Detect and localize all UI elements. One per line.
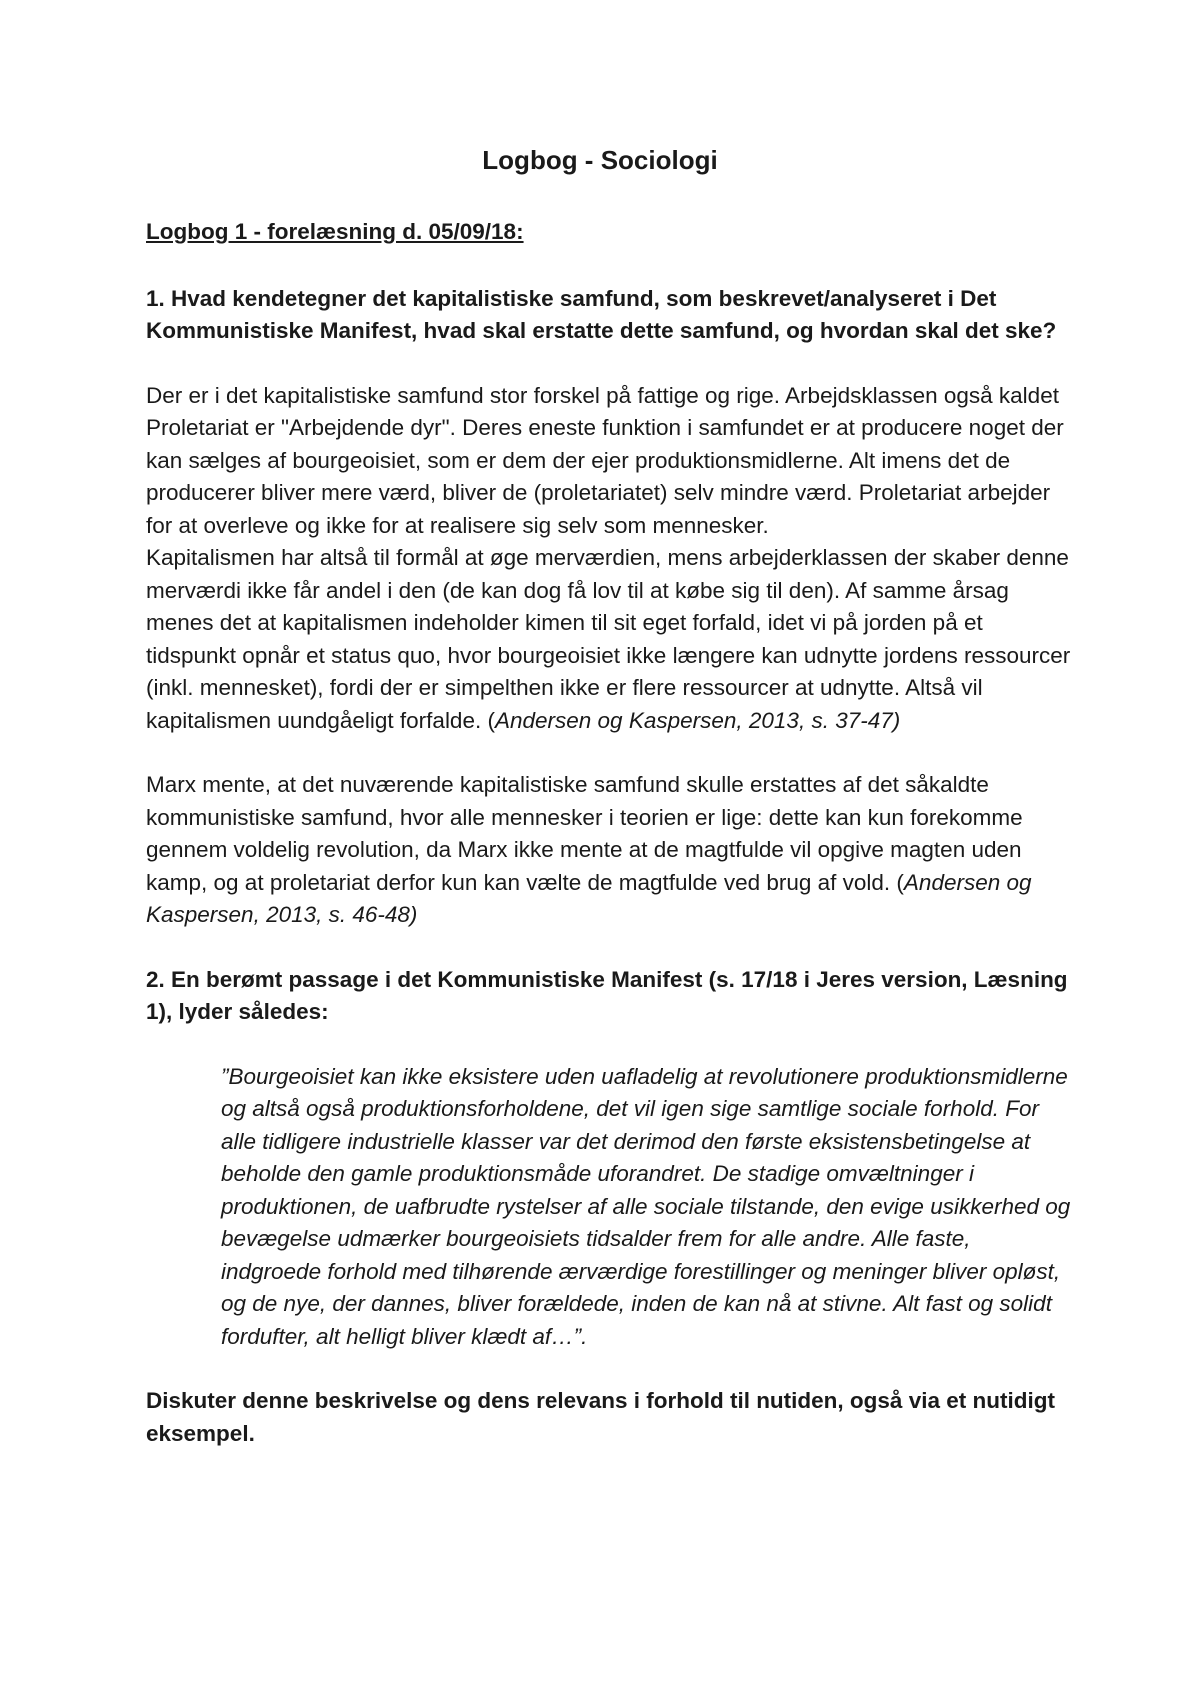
document-title: Logbog - Sociologi xyxy=(482,145,718,175)
answer-1-paragraph-1: Der er i det kapitalistiske samfund stor forskel på fattige og rige. Arbejdsklassen også kaldet Proletariat er "Arbejdende dyr". Deres eneste funktion i samfundet er at producere noget der kan sælges af bourgeoisiet, som er dem der ejer produktionsmidlerne. Alt imens det de producerer bliver mere værd, bliver de (proletariatet) selv mindre værd. Proletariat arbejder for at overleve og ikke for at realisere sig selv som mennesker. xyxy=(146,382,1064,538)
spacer xyxy=(146,737,1076,769)
spacer xyxy=(146,932,1076,964)
answer-1-paragraph-3-citation: Andersen og Kaspersen, 2013, s. 46-48) xyxy=(146,869,1032,927)
answer-1-paragraph-2-text: Kapitalismen har altså til formål at øge merværdien, mens arbejderklassen der skaber denne merværdi ikke får andel i den (de kan dog få lov til at købe sig til den). Af samme årsag menes det at kapitalismen indeholder kimen til sit eget forfald, idet vi på jorden på et tidspunkt opnår et status quo, hvor bourgeoisiet ikke længere kan udnytte jordens ressourcer (inkl. mennesket), fordi der er simpelthen ikke er flere ressourcer at udnytte. Altså vil kapitalismen uundgåeligt forfalde. ( xyxy=(146,545,1071,733)
document-body xyxy=(146,216,1076,1450)
discussion-question: Diskuter denne beskrivelse og dens relevans i forhold til nutiden, også via et nutidigt eksempel. xyxy=(146,1388,1055,1446)
question-1: 1. Hvad kendetegner det kapitalistiske samfund, som beskrevet/analyseret i Det Kommunistiske Manifest, hvad skal erstatte dette samfund, og hvordan skal det ske? xyxy=(146,285,1057,343)
answer-1-paragraph-3-text: Marx mente, at det nuværende kapitalistiske samfund skulle erstattes af det såkaldte kommunistiske samfund, hvor alle mennesker i teorien er lige: dette kan kun forekomme gennem voldelig revolution, da Marx ikke mente at de magtfulde vil opgive magten uden kamp, og at proletariat derfor kun kan vælte de magtfulde ved brug af vold. ( xyxy=(146,772,1023,895)
manifest-quote: ”Bourgeoisiet kan ikke eksistere uden uafladelig at revolutionere produktionsmidlerne og altså også produktionsforholdene, det vil igen sige samtlige sociale forhold. For alle tidligere industrielle klasser var det derimod den første eksistensbetingelse at beholde den gamle produktionsmåde uforandret. De stadige omvæltninger i produktionen, de uafbrudte rystelser af alle sociale tilstande, den evige usikkerhed og bevægelse udmærker bourgeoisiets tidsalder frem for alle andre. Alle faste, indgroede forhold med tilhørende ærværdige forestillinger og meninger bliver opløst, og de nye, der dannes, bliver forældede, inden de kan nå at stivne. Alt fast og solidt fordufter, alt helligt bliver klædt af…”. xyxy=(221,1063,1071,1349)
question-2: 2. En berømt passage i det Kommunistiske Manifest (s. 17/18 i Jeres version, Læsning 1), lyder således: xyxy=(146,966,1068,1024)
answer-1-paragraph-3 xyxy=(146,769,1076,932)
section-heading: Logbog 1 - forelæsning d. 05/09/18: xyxy=(146,219,524,244)
answer-1-paragraph-2-citation: Andersen og Kaspersen, 2013, s. 37-47) xyxy=(494,707,901,733)
answer-1-paragraph-2 xyxy=(146,542,1076,737)
